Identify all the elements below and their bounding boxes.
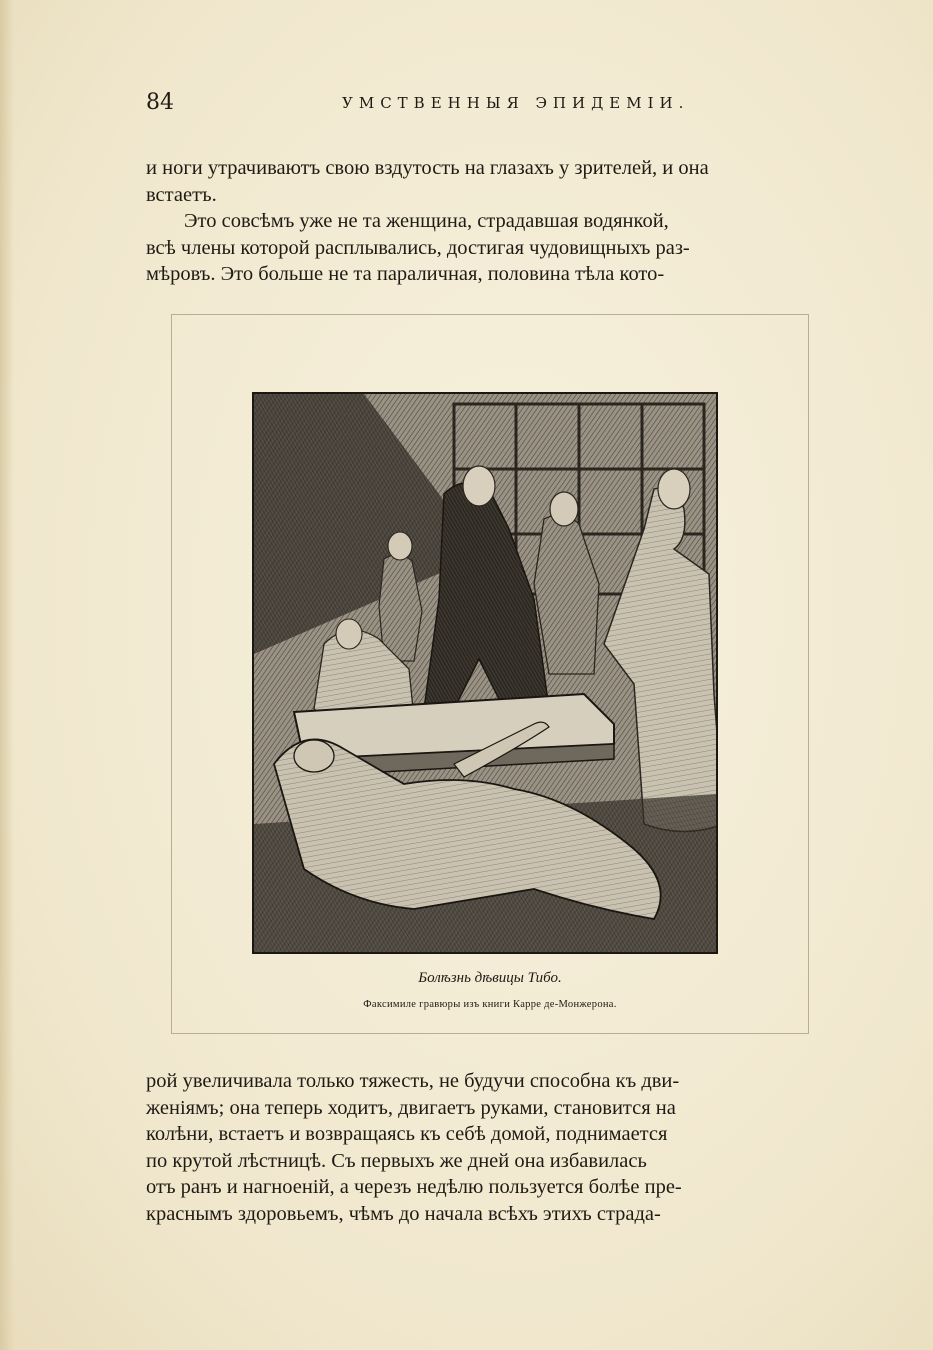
figure-caption-title: Болѣзнь дѣвицы Тибо. [418, 970, 562, 986]
text-block-top [146, 155, 838, 288]
figure-caption-subtitle: Факсимиле гравюры изъ книги Карре де-Монжерона. [363, 999, 617, 1010]
page-header [146, 90, 836, 120]
engraving-illustration [252, 392, 718, 954]
text-line: отъ ранъ и нагноеній, а черезъ недѣлю пользуется болѣе пре- [146, 1176, 682, 1198]
text-block-bottom [146, 1068, 838, 1227]
text-line: колѣни, встаетъ и возвращаясь къ себѣ домой, поднимается [146, 1123, 668, 1145]
text-line: мѣровъ. Это больше не та параличная, половина тѣла кото- [146, 263, 665, 285]
text-line: краснымъ здоровьемъ, чѣмъ до начала всѣхъ этихъ страда- [146, 1202, 661, 1225]
text-line: встаетъ. [146, 183, 217, 206]
page-edge-shadow [0, 0, 14, 1350]
engraving-image [254, 394, 716, 952]
text-line: Это совсѣмъ уже не та женщина, страдавшая водянкой, [184, 210, 669, 232]
text-line: женіямъ; она теперь ходитъ, двигаетъ руками, становится на [146, 1096, 676, 1119]
text-line: рой увеличивала только тяжесть, не будучи способна къ дви- [146, 1070, 680, 1092]
text-line: всѣ члены которой расплывались, достигая чудовищныхъ раз- [146, 236, 690, 259]
text-line: по крутой лѣстницѣ. Съ первыхъ же дней она избавилась [146, 1149, 647, 1172]
text-line: и ноги утрачиваютъ свою вздутость на глазахъ у зрителей, и она [146, 157, 709, 179]
running-title: УМСТВЕННЫЯ ЭПИДЕМІИ. [342, 94, 690, 112]
page-number: 84 [146, 90, 174, 115]
